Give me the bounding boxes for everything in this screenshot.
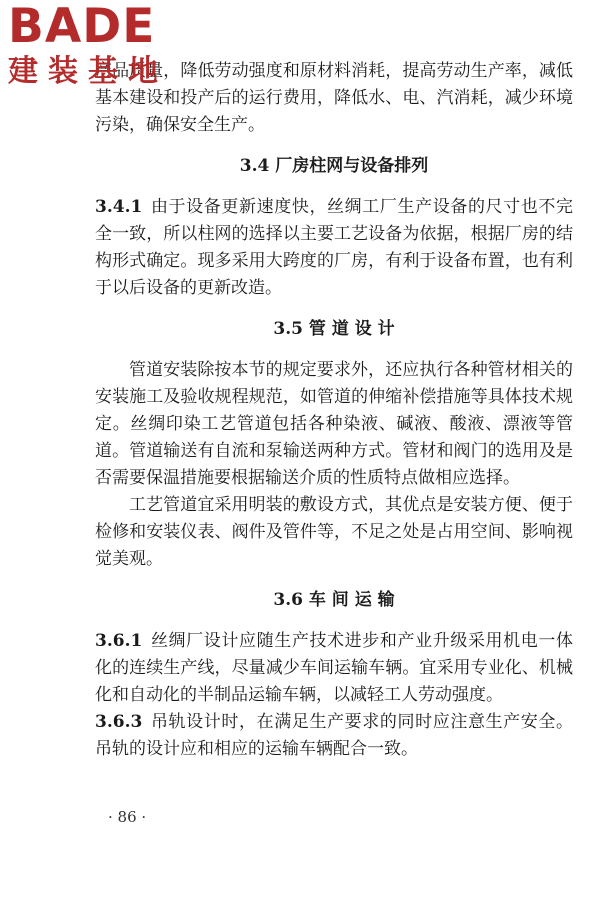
section-title-3-5: 3.5 管 道 设 计 (273, 319, 395, 339)
logo-subtitle: 建装基地 (8, 54, 168, 89)
clause-text: 由于设备更新速度快，丝绸工厂生产设备的尺寸也不完全一致，所以柱网的选择以主要工艺设备为依据，根据厂房的结构形式确定。现多采用大跨度的厂房，有利于设备布置，也有利于以后设备的更新改造。 (95, 197, 573, 298)
clause-text: 吊轨设计时，在满足生产要求的同时应注意生产安全。吊轨的设计应和相应的运输车辆配合一致。 (95, 712, 573, 759)
clause-number: 3.6.3 (95, 712, 143, 732)
clause-3-4-1 (95, 194, 573, 302)
clause-number: 3.6.1 (95, 631, 143, 651)
clause-number: 3.4.1 (95, 197, 143, 217)
page-number: · 86 · (108, 808, 147, 826)
paragraph-3-5-b: 工艺管道宜采用明装的敷设方式，其优点是安装方便、便于检修和安装仪表、阀件及管件等，不足之处是占用空间、影响视觉美观。 (95, 495, 573, 569)
clause-text: 丝绸厂设计应随生产技术进步和产业升级采用机电一体化的连续生产线，尽量减少车间运输车辆。宜采用专业化、机械化和自动化的半制品运输车辆，以减轻工人劳动强度。 (95, 631, 573, 705)
document-page (95, 58, 573, 763)
section-title-3-6: 3.6 车 间 运 输 (273, 590, 395, 610)
clause-3-6-1 (95, 628, 573, 709)
clause-3-6-3 (95, 709, 573, 763)
bade-logo (0, 0, 175, 90)
paragraph-3-5-a: 管道安装除按本节的规定要求外，还应执行各种管材相关的安装施工及验收规程规范，如管道的伸缩补偿措施等具体技术规定。丝绸印染工艺管道包括各种染液、碱液、酸液、漂液等管道。管道输送有自流和泵输送两种方式。管材和阀门的选用及是否需要保温措施要根据输送介质的性质特点做相应选择。 (95, 360, 573, 488)
intro-paragraph: 产品质量，降低劳动强度和原材料消耗，提高劳动生产率，减低基本建设和投产后的运行费用，降低水、电、汽消耗，减少环境污染，确保安全生产。 (95, 61, 573, 135)
section-title-3-4: 3.4 厂房柱网与设备排列 (239, 156, 429, 176)
logo-wordmark: BADE (8, 0, 156, 54)
